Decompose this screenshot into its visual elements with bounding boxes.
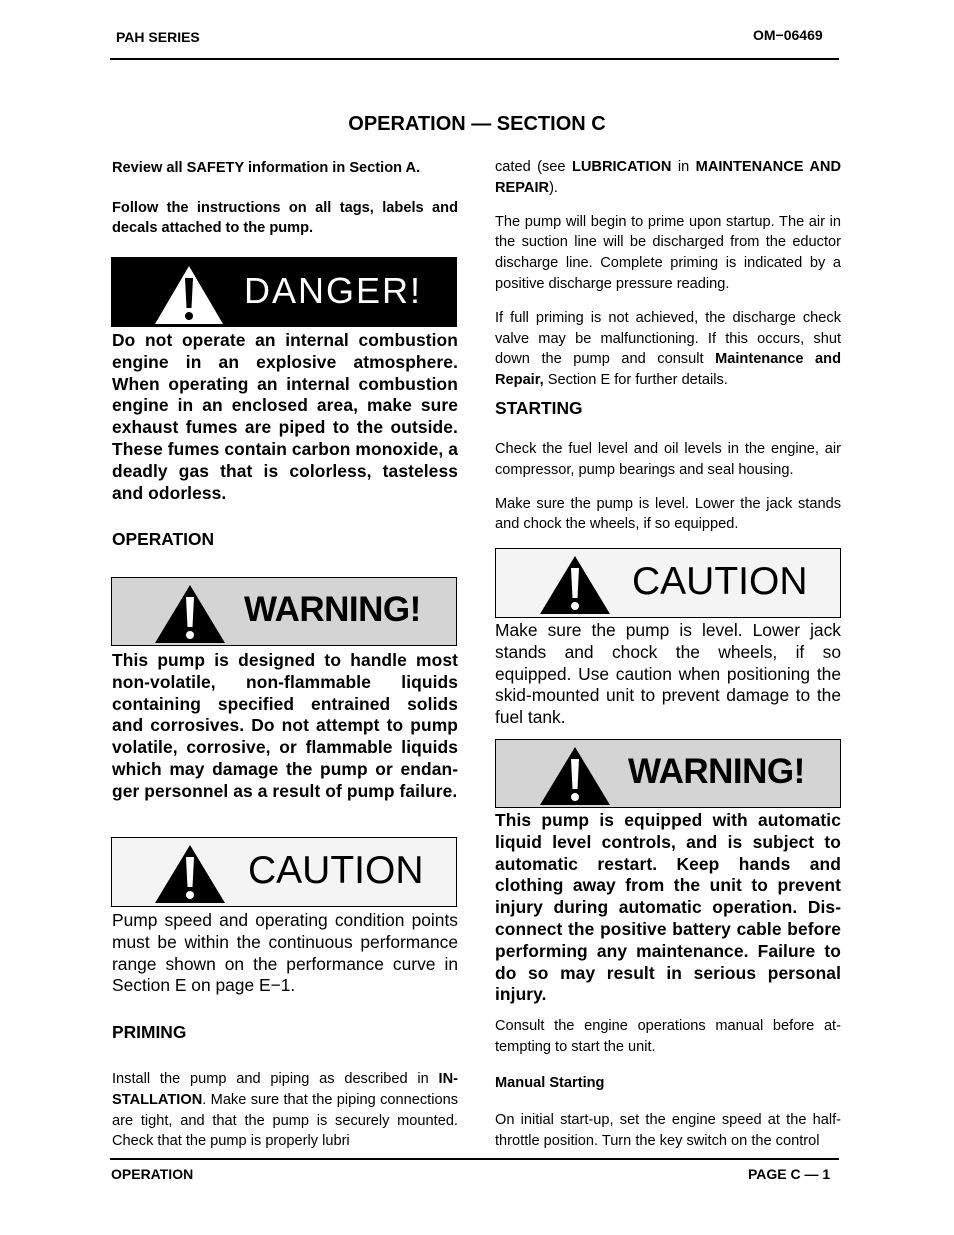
priming-text-block	[112, 1069, 458, 1152]
warning-triangle-icon	[153, 583, 227, 645]
priming-paragraph: Install the pump and piping as described in INSTALLATION. Make sure that the piping connections are tight, and that the pump is securely mounted. Check that the pump is properly lubri	[112, 1071, 458, 1150]
level-paragraph: Make sure the pump is level. Lower the jack stands and chock the wheels, if so equipped.	[495, 495, 841, 533]
warning-label-right: WARNING!	[628, 752, 805, 791]
caution-text: Pump speed and operating condition points must be within the continuous performance range shown on the performance curve in Section E on page E−1.	[112, 910, 458, 996]
priming-check-valve-paragraph: If full priming is not achieved, the discharge check valve may be malfunctioning. If this occurs, shut down the pump and consult Maintenance and Repair, Section E for further details.	[495, 309, 841, 389]
right-column-top	[495, 157, 841, 391]
danger-label: DANGER!	[244, 270, 423, 311]
manual-starting-heading: Manual Starting	[495, 1075, 605, 1091]
danger-text: Do not operate an internal combustion engine in an explosive atmosphere. When operating an internal combustion engine in an enclosed area, make sure exhaust fumes are piped to the outside. These fumes contain carbon monoxide, a deadly gas that is colorless, tasteless and odorless.	[112, 330, 458, 503]
engine-manual-block	[495, 1016, 841, 1058]
caution-text-block	[112, 910, 458, 997]
header-series: PAH SERIES	[116, 29, 200, 45]
left-column	[112, 158, 458, 238]
priming-startup-paragraph: The pump will begin to prime upon startup. The air in the suction line will be discharged from the eductor discharge line. Complete priming is indicated by a positive discharge pressure reading.	[495, 213, 841, 292]
caution-triangle-icon	[538, 554, 612, 616]
lubrication-continuation: cated (see LUBRICATION in MAINTENANCE AND REPAIR).	[495, 159, 841, 196]
manual-starting-block	[495, 1110, 841, 1152]
priming-heading: PRIMING	[112, 1022, 187, 1042]
danger-banner	[111, 257, 457, 327]
page-title: OPERATION — SECTION C	[348, 113, 606, 135]
warning-banner-right	[495, 739, 841, 808]
caution-label: CAUTION	[248, 849, 424, 892]
caution-label-right: CAUTION	[632, 560, 808, 603]
danger-text-block	[112, 330, 458, 504]
warning-banner	[111, 577, 457, 646]
caution-banner-right	[495, 548, 841, 618]
warning-label: WARNING!	[244, 590, 421, 629]
operation-heading: OPERATION	[112, 529, 215, 549]
footer-section: OPERATION	[111, 1166, 194, 1182]
footer-page-number: PAGE C — 1	[748, 1166, 831, 1182]
starting-text-block	[495, 439, 841, 535]
header-doc-number: OM−06469	[753, 27, 823, 43]
warning-text-block	[112, 650, 458, 803]
caution-triangle-icon	[153, 843, 227, 905]
manual-starting-paragraph: On initial start-up, set the engine speed at the half-throttle position. Turn the key switch on the control	[495, 1112, 841, 1149]
warning-text-block-right	[495, 810, 841, 1006]
caution-text-right: Make sure the pump is level. Lower jack stands and chock the wheels, if so equipped. Use caution when positioning the skid-mounted unit to prevent damage to the fuel tank.	[495, 620, 841, 728]
caution-text-block-right	[495, 620, 841, 729]
danger-warning-triangle-icon	[153, 264, 225, 326]
footer-rule	[110, 1158, 839, 1160]
caution-banner	[111, 837, 457, 907]
warning-triangle-icon	[538, 745, 612, 807]
starting-heading: STARTING	[495, 398, 583, 418]
warning-text-right: This pump is equipped with automatic liquid level controls, and is subject to automatic restart. Keep hands and clothing away from the unit to prevent injury during automatic operation. Disconnect the positive battery cable before performing any maintenance. Failure to do so may result in serious personal injury.	[495, 810, 841, 1005]
engine-manual-paragraph: Consult the engine operations manual before attempting to start the unit.	[495, 1018, 841, 1055]
warning-text: This pump is designed to handle most non-volatile, non-flammable liquids containing specified entrained solids and corrosives. Do not attempt to pump volatile, corrosive, or flammable liquids which may damage the pump or endanger personnel as a result of pump failure.	[112, 650, 458, 801]
header-rule	[110, 58, 839, 60]
intro-instructions: Follow the instructions on all tags, labels and decals attached to the pump.	[112, 200, 458, 236]
fuel-check-paragraph: Check the fuel level and oil levels in the engine, air compressor, pump bearings and seal housing.	[495, 441, 841, 478]
intro-safety: Review all SAFETY information in Section A.	[112, 160, 421, 176]
